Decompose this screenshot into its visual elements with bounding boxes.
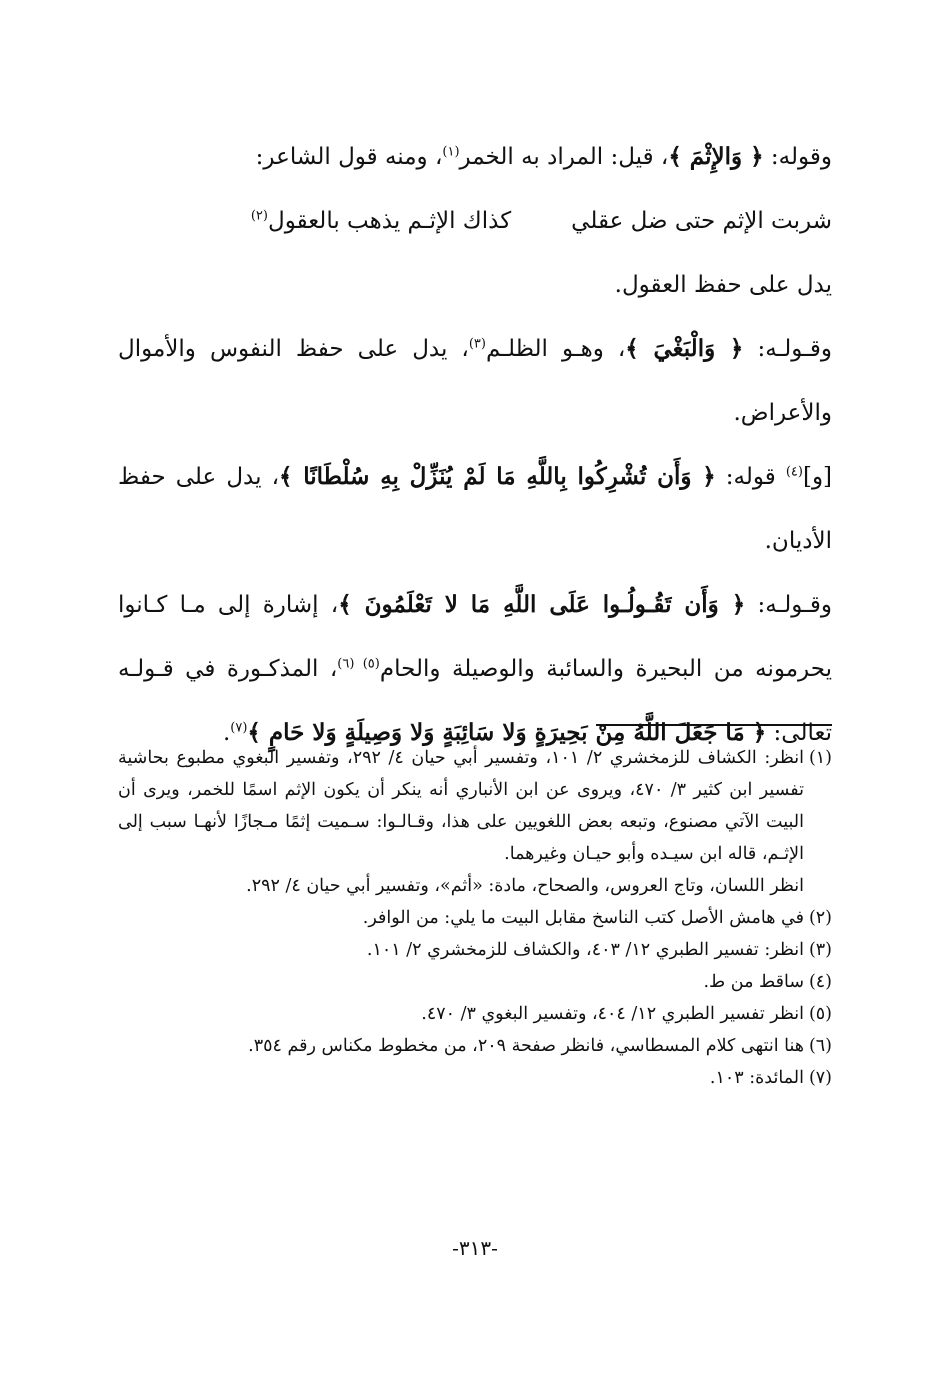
text-run: ، وهـو الظلـم bbox=[485, 336, 626, 362]
page-number: -٣١٣- bbox=[452, 1236, 498, 1260]
quran-quote: ﴿ مَا جَعَلَ اللَّهُ مِنْ بَحِيرَةٍ وَلا سَائِبَةٍ وَلا وَصِيلَةٍ وَلا حَامٍ ﴾ bbox=[247, 719, 767, 746]
footnote-number: (٥) bbox=[808, 1004, 832, 1024]
footnote-7 bbox=[118, 1062, 832, 1094]
quran-quote: ﴿ وَأَن تَقُـولُـوا عَلَى اللَّهِ مَا لا تَعْلَمُونَ ﴾ bbox=[338, 591, 746, 618]
footnote-ref: (٣) bbox=[468, 336, 486, 352]
footnote-text: انظر: تفسير الطبري ١٢/ ٤٠٣، والكشاف للزمخشري ٢/ ١٠١. bbox=[366, 940, 804, 960]
quran-quote: ﴿ وَأَن تُشْرِكُوا بِاللَّهِ مَا لَمْ يُنَزِّلْ بِهِ سُلْطَانًا ﴾ bbox=[279, 463, 716, 490]
footnotes bbox=[118, 742, 832, 1094]
text-run: . bbox=[222, 720, 231, 746]
footnote-text: هنا انتهى كلام المسطاسي، فانظر صفحة ٢٠٩، من مخطوط مكناس رقم ٣٥٤. bbox=[248, 1036, 804, 1056]
paragraph-bahira bbox=[118, 573, 832, 765]
paragraph-ithm bbox=[118, 125, 832, 189]
text-run: قوله: bbox=[715, 464, 786, 490]
footnote-3 bbox=[118, 934, 832, 966]
main-text bbox=[118, 125, 832, 765]
paragraph-intellect: يدل على حفظ العقول. bbox=[614, 272, 832, 298]
footnote-text: المائدة: ١٠٣. bbox=[709, 1068, 804, 1088]
footnote-number: (٦) bbox=[808, 1036, 832, 1056]
verse-second-hemistich bbox=[251, 189, 511, 253]
paragraph-baghy bbox=[118, 317, 832, 445]
footnote-ref: (٢) bbox=[250, 208, 268, 224]
footnote-text: انظر: الكشاف للزمخشري ٢/ ١٠١، وتفسير أبي حيان ٤/ ٢٩٢، وتفسير البغوي مطبوع بحاشية تفسير ابن كثير ٣/ ٤٧٠، ويروى عن ابن الأنباري أنه ينكر أن يكون الإثم اسمًا للخمر، ويرى أن البيت الآتي مصنوع، وتبعه بعض اللغويين على هذا، وقـالـوا: سـميت إثمًا مـجازًا لأنهـا سبب إلى الإثـم، قاله ابن سيـده وأبو حيـان وغيرهما. bbox=[118, 748, 804, 864]
text-run: ، يدل على حفظ النفوس والأموال والأعراض. bbox=[118, 336, 832, 426]
text-run: ، ومنه قول الشاعر: bbox=[255, 144, 443, 170]
text-run: ، المذكـورة في قـولـه تعالى: bbox=[118, 656, 832, 746]
footnote-text: في هامش الأصل كتب الناسخ مقابل البيت ما يلي: من الوافر. bbox=[362, 908, 804, 928]
footnote-number: (٤) bbox=[808, 972, 832, 992]
footnote-6 bbox=[118, 1030, 832, 1062]
verse-first-hemistich: شربت الإثم حتى ضل عقلي bbox=[571, 208, 832, 234]
text-run: كذاك الإثـم يذهب بالعقول bbox=[267, 208, 512, 234]
footnote-number: (٢) bbox=[808, 908, 832, 928]
footnote-number: (١) bbox=[808, 748, 832, 768]
footnote-text: انظر تفسير الطبري ١٢/ ٤٠٤، وتفسير البغوي ٣/ ٤٧٠. bbox=[421, 1004, 804, 1024]
paragraph-shirk bbox=[118, 445, 832, 573]
footnote-1 bbox=[118, 742, 832, 870]
footnote-ref: (٧) bbox=[230, 720, 248, 736]
text-run: ، يدل على حفظ الأديان. bbox=[118, 464, 832, 554]
footnote-ref: (٤) bbox=[785, 464, 803, 480]
footnote-number: (٧) bbox=[808, 1068, 832, 1088]
footnote-ref: (١) bbox=[442, 144, 460, 160]
text-run: ، قيل: المراد به الخمر bbox=[459, 144, 669, 170]
poetry-verse bbox=[118, 189, 832, 253]
footnote-2 bbox=[118, 902, 832, 934]
footnote-separator bbox=[596, 724, 832, 726]
text-run: [و] bbox=[802, 464, 833, 490]
text-run: وقوله: bbox=[763, 144, 832, 170]
footnote-ref: (٥) (٦) bbox=[337, 656, 380, 672]
footnote-5 bbox=[118, 998, 832, 1030]
text-run: وقـولـه: bbox=[745, 592, 832, 618]
footnote-text: ساقط من ط. bbox=[703, 972, 804, 992]
quran-quote: ﴿ وَالْبَغْيَ ﴾ bbox=[625, 335, 744, 362]
text-run: وقـولـه: bbox=[743, 336, 832, 362]
footnote-4 bbox=[118, 966, 832, 998]
footnote-1-continuation: انظر اللسان، وتاج العروس، والصحاح، مادة: «أثم»، وتفسير أبي حيان ٤/ ٢٩٢. bbox=[246, 876, 804, 896]
text-run: ، إشارة إلى مـا كـانوا يحرمونه من البحيرة والسائبة والوصيلة والحام bbox=[118, 592, 832, 682]
footnote-number: (٣) bbox=[808, 940, 832, 960]
quran-quote: ﴿ وَالإِثْمَ ﴾ bbox=[668, 143, 764, 170]
